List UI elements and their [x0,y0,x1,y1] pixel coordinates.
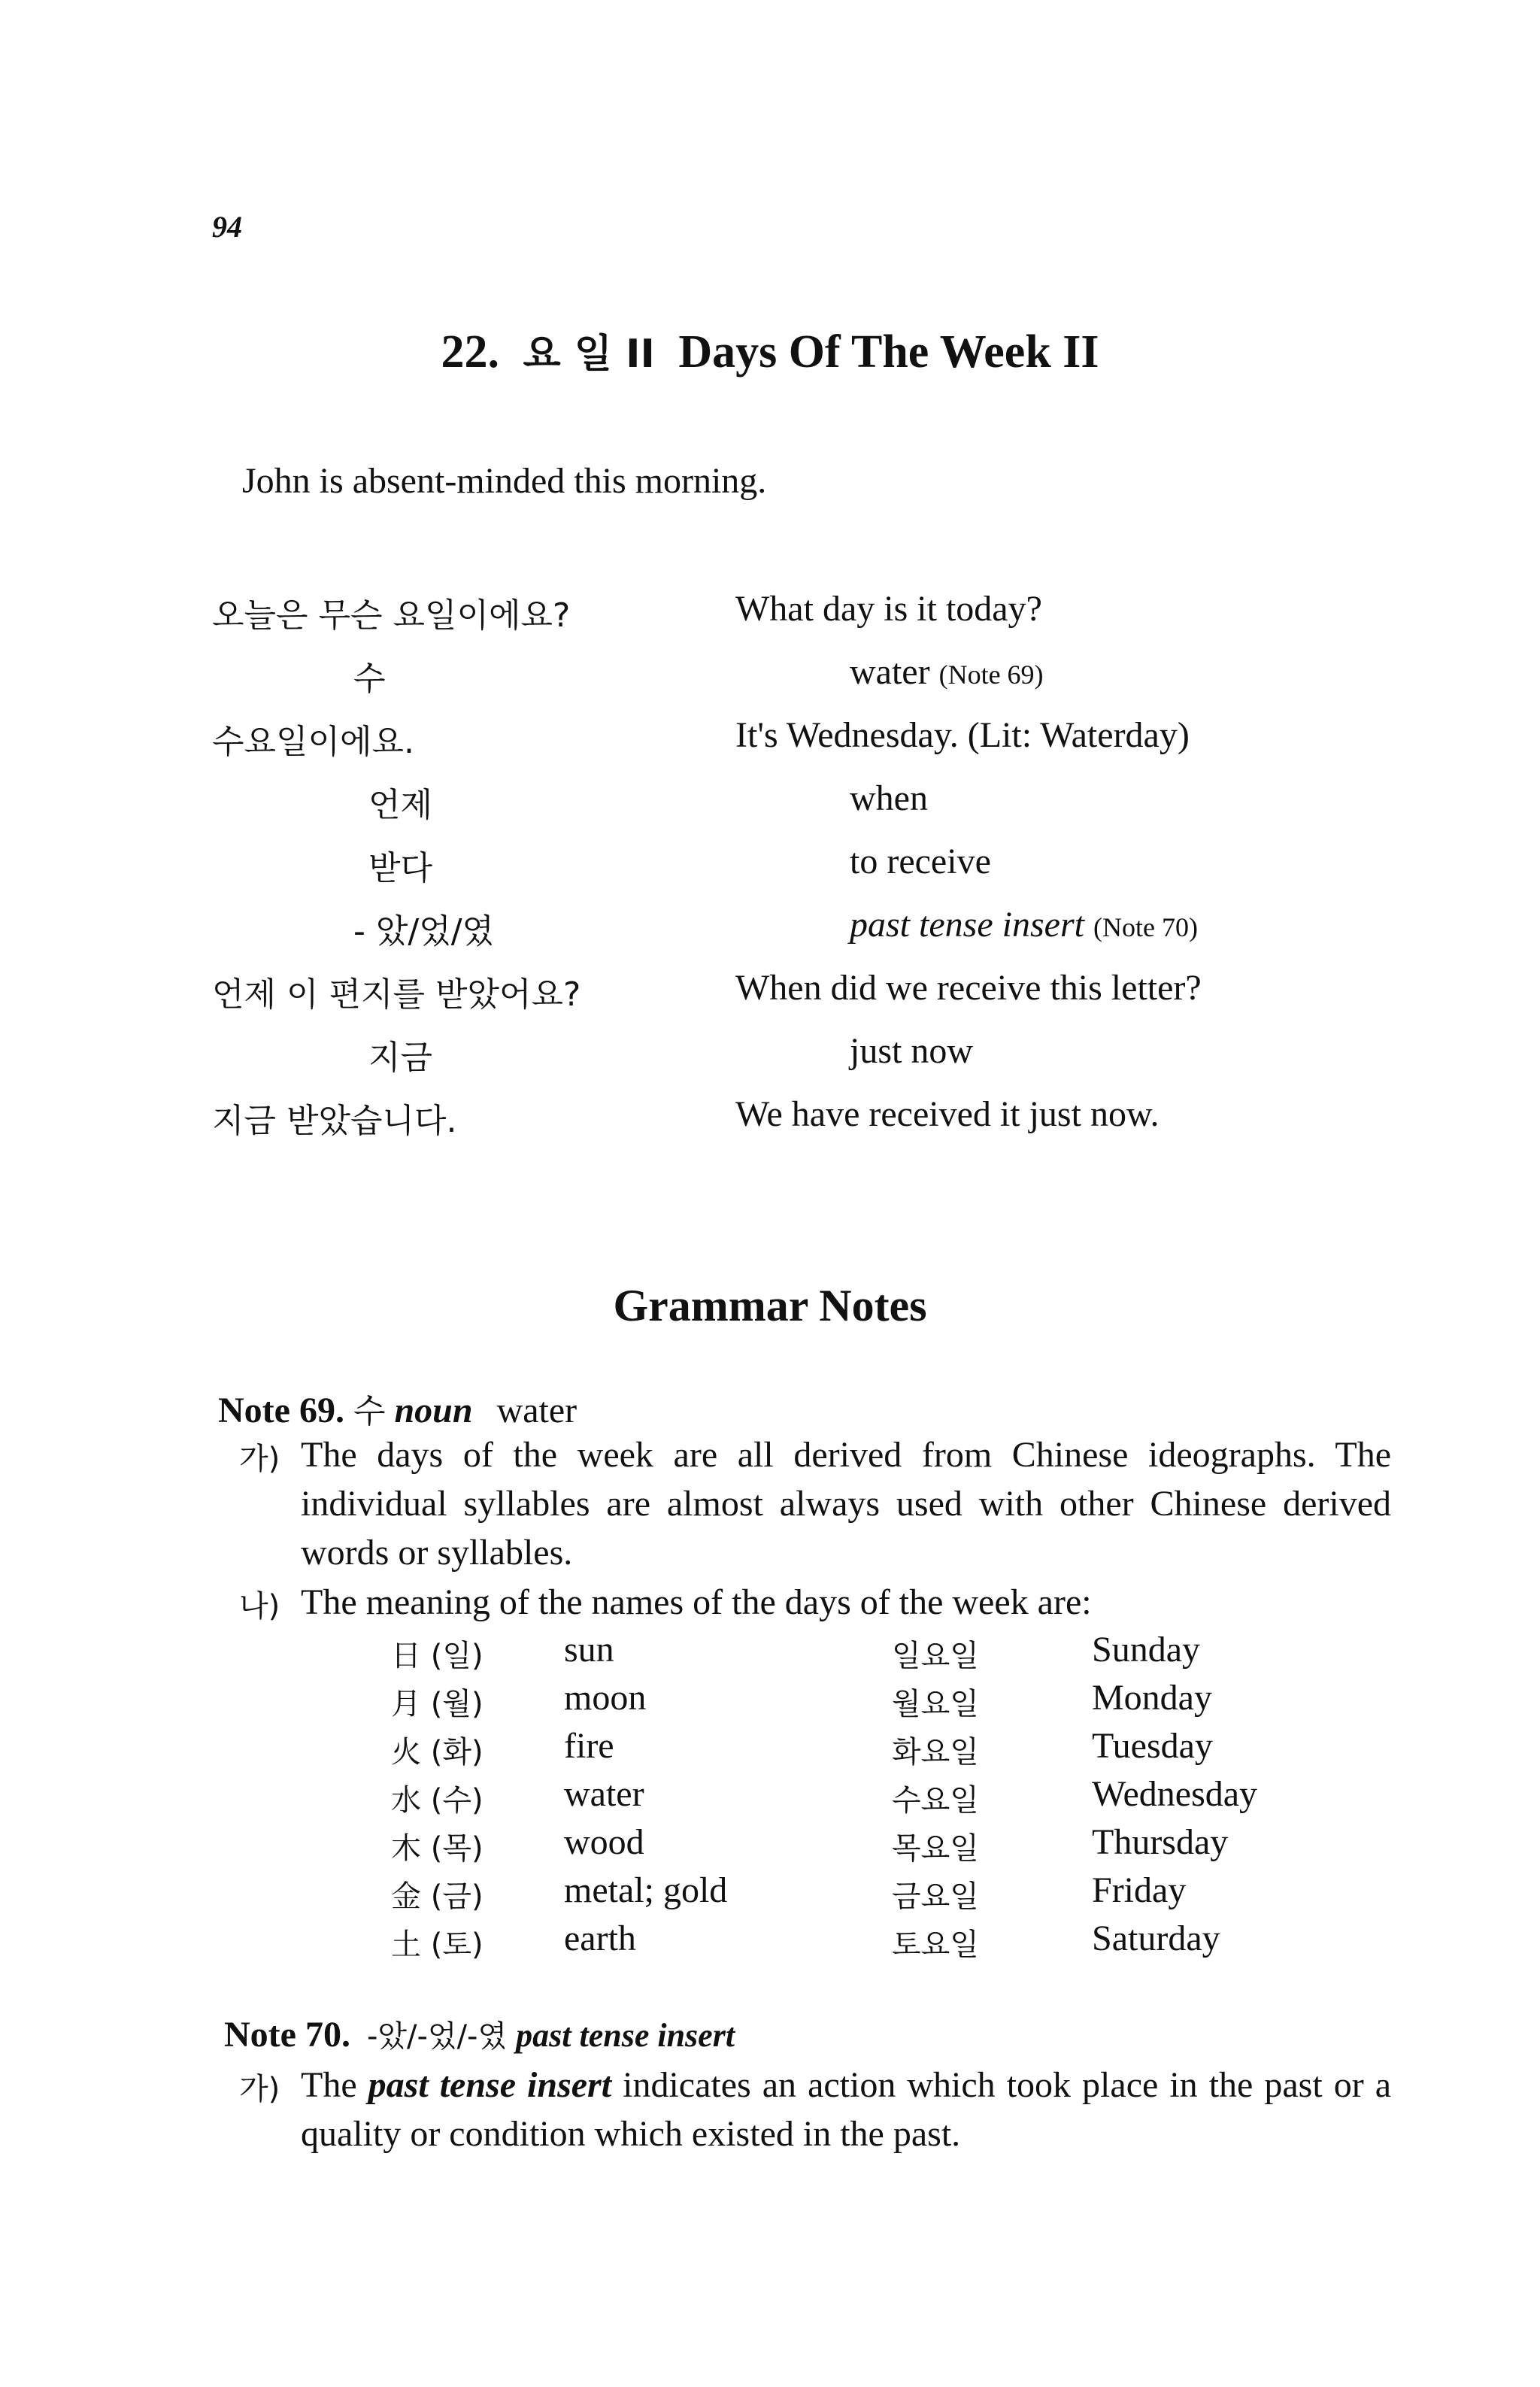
vocab-ko: 수 [353,660,386,698]
note-69-b-marker: 나) [239,1589,280,1624]
vocab-en: When did we receive this letter? [735,968,1202,1008]
vocab-ko: 지금 [368,1039,433,1077]
meaning: sun [564,1630,614,1670]
vocab-en: What day is it today? [735,589,1042,629]
english-day: Wednesday [1092,1774,1258,1814]
vocab-ko: 언제 이 편지를 받았어요? [212,975,581,1014]
meaning: wood [564,1822,644,1862]
vocab-en: It's Wednesday. (Lit: Waterday) [735,715,1190,755]
vocab-ko: - 았/었/였 [353,912,495,951]
english-day: Friday [1092,1870,1187,1910]
korean-day: 일요일 [892,1639,979,1673]
lesson-number: 22. [441,326,499,378]
ideograph: 日 (일) [391,1639,484,1673]
note-70-heading: Note 70. -았/-었/-였 past tense insert [224,2015,735,2055]
ideograph: 木 (목) [391,1831,484,1866]
ideograph: 火 (화) [391,1735,484,1770]
english-day: Saturday [1092,1918,1220,1958]
note-70-a-marker: 가) [239,2072,280,2106]
vocab-en: when [850,778,928,818]
intro-line: John is absent-minded this morning. [242,461,767,501]
vocab-en: just now [850,1031,974,1071]
english-day: Tuesday [1092,1726,1213,1766]
note-69-heading: Note 69. 수 noun water [218,1391,578,1430]
vocab-ko: 지금 받았습니다. [212,1102,457,1140]
meaning: moon [564,1678,647,1718]
note-reference: (Note 70) [1093,912,1198,942]
ideograph: 土 (토) [391,1927,484,1962]
korean-day: 화요일 [892,1735,979,1770]
vocab-ko: 오늘은 무슨 요일이에요? [212,596,571,635]
note-69-b-text: The meaning of the names of the days of the week are: [301,1582,1092,1622]
korean-day: 금요일 [892,1879,979,1914]
english-day: Monday [1092,1678,1212,1718]
korean-day: 토요일 [892,1927,979,1962]
ideograph: 金 (금) [391,1879,484,1914]
meaning: earth [564,1918,636,1958]
ideograph: 月 (월) [391,1687,484,1721]
korean-day: 수요일 [892,1783,979,1818]
vocab-en: to receive [850,842,991,881]
meaning: water [564,1774,644,1814]
grammar-notes-title: Grammar Notes [613,1281,927,1330]
lesson-title-korean: 요 일 II [523,332,655,377]
note-reference: (Note 69) [938,660,1044,690]
page-number: 94 [212,210,242,244]
note-70-a-text: The past tense insert indicates an action which took place in the past or a quality or condition which existed in the past. [301,2065,1392,2154]
meaning: fire [564,1726,614,1766]
lesson-title [0,322,1540,379]
korean-day: 목요일 [892,1831,979,1866]
lesson-title-english: Days Of The Week II [678,326,1099,378]
vocab-ko: 언제 [368,786,433,824]
vocab-ko: 받다 [368,849,433,887]
note-69-a-text: The days of the week are all derived from Chinese ideographs. The individual syllables are almost always used with other Chinese derived words or syllables. [301,1435,1391,1573]
note-69-a-marker: 가) [239,1442,280,1476]
ideograph: 水 (수) [391,1783,484,1818]
vocab-ko: 수요일이에요. [212,723,415,761]
vocab-en: We have received it just now. [735,1094,1160,1134]
meaning: metal; gold [564,1870,728,1910]
korean-day: 월요일 [892,1687,979,1721]
vocab-en: past tense insert (Note 70) [850,905,1198,945]
english-day: Thursday [1092,1822,1229,1862]
english-day: Sunday [1092,1630,1200,1670]
vocab-en: water (Note 69) [850,652,1044,692]
